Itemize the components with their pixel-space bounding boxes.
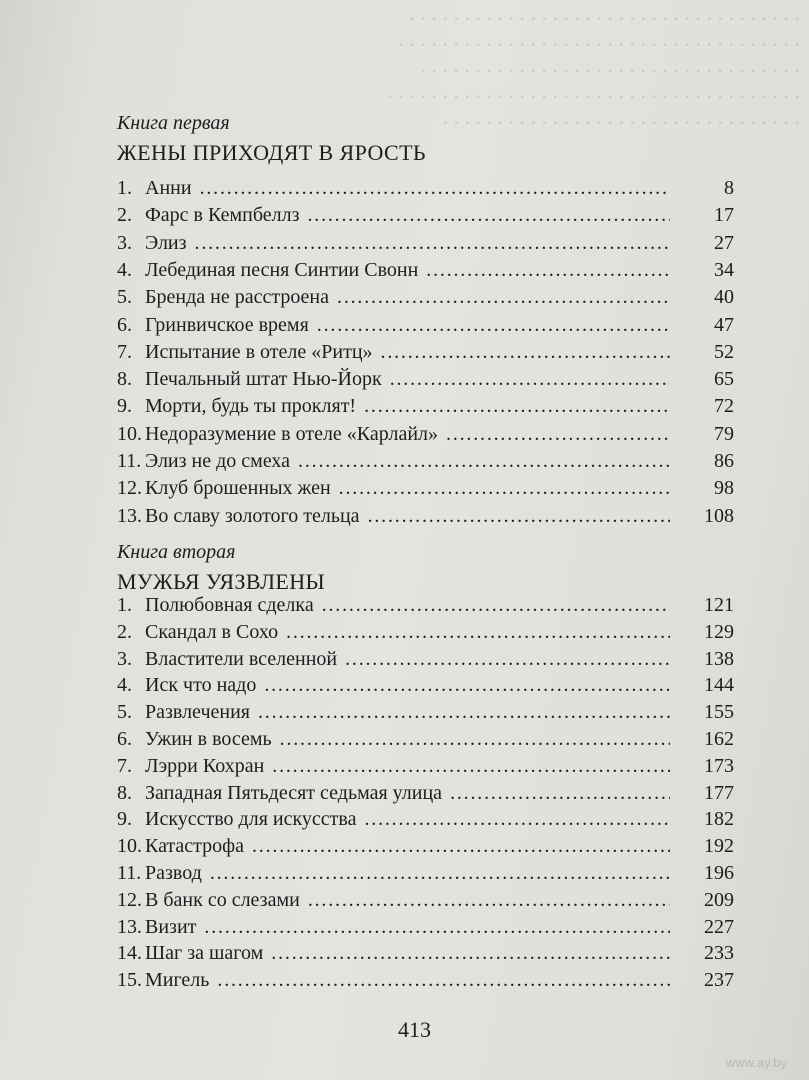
- toc-entry-leader: [381, 339, 670, 365]
- toc-entry-page: 27: [714, 231, 734, 254]
- toc-entry-title: Элиз: [145, 231, 187, 254]
- toc-entry-number: 10.: [117, 422, 142, 445]
- toc-entry-page: 47: [714, 313, 734, 336]
- toc-entry: [117, 914, 734, 940]
- toc-entry-number: 1.: [117, 177, 132, 199]
- toc-entry: [117, 366, 734, 392]
- toc-entry: [117, 806, 734, 832]
- toc-entry-page: 209: [704, 888, 734, 911]
- toc-entry-leader: [317, 312, 670, 338]
- toc-entry-leader: [298, 448, 670, 474]
- toc-entry-number: 8.: [117, 781, 132, 804]
- toc-entry-page: 79: [714, 422, 734, 445]
- toc-entry-leader: [195, 230, 670, 256]
- toc-entry-number: 13.: [117, 915, 142, 938]
- toc-entry-number: 11.: [117, 862, 142, 884]
- toc-entry-leader: [426, 257, 670, 283]
- toc-entry: [117, 448, 734, 474]
- toc-entry-page: 129: [704, 620, 734, 643]
- toc-entry: [117, 726, 734, 752]
- bleed-through-text: . . . . . . . . . . . . . . . . . . . . . . . . . . . . . . . . . . . . . . . . . . . . . . . . . . . . . . . . . . . . . . . . . . . . . . . . . . . . . . . . . . . . . . . . . . . . . . . . . . . . . . . . . . . . . . . . . . . . . . . . . . . . . . . . . . . . . . . . . . . . . . . . . . . . . . . . . . . . . . . . . . . . . . . . . . . . . . . . . . .: [387, 0, 800, 129]
- toc-entry-leader: [390, 366, 670, 392]
- toc-entry-leader: [280, 726, 670, 752]
- toc-entry: [117, 284, 734, 310]
- toc-entry-page: 138: [704, 647, 734, 670]
- toc-entry-leader: [345, 646, 670, 672]
- toc-entry-number: 9.: [117, 395, 132, 418]
- toc-entry-leader: [339, 475, 670, 501]
- toc-entry-page: 52: [714, 340, 734, 363]
- toc-entry-title: Бренда не расстроена: [145, 286, 330, 309]
- toc-entry-page: 98: [714, 477, 734, 500]
- toc-entry-number: 7.: [117, 340, 132, 363]
- toc-entry-title: Печальный штат Нью-Йорк: [145, 368, 382, 391]
- toc-entry: [117, 257, 734, 283]
- toc-entry: [117, 503, 734, 529]
- toc-entry-title: Западная Пятьдесят седьмая улица: [145, 781, 443, 804]
- toc-entry-title: Фарс в Кемпбеллз: [145, 204, 300, 227]
- toc-entry-page: 182: [704, 808, 734, 831]
- toc-entry-number: 6.: [117, 313, 132, 336]
- toc-entry-number: 15.: [117, 969, 142, 992]
- toc-entry-title: Визит: [145, 915, 197, 938]
- toc-entry: [117, 393, 734, 419]
- toc-entry-leader: [368, 503, 670, 529]
- toc-entry-title: Катастрофа: [145, 835, 244, 858]
- toc-entry-number: 5.: [117, 286, 132, 309]
- toc-entry-page: 72: [714, 395, 734, 418]
- toc-entry-leader: [271, 940, 670, 966]
- toc-entry: [117, 175, 734, 201]
- toc-entry-title: Испытание в отеле «Ритц»: [145, 340, 373, 363]
- toc-entry-page: 34: [714, 258, 734, 281]
- toc-entry-title: Ужин в восемь: [145, 728, 272, 750]
- toc-entry-leader: [364, 806, 670, 832]
- toc-entry-number: 5.: [117, 701, 132, 724]
- toc-entry: [117, 672, 734, 698]
- book-one-label: Книга первая: [117, 112, 230, 134]
- toc-entry-page: 177: [704, 781, 734, 804]
- toc-entry-leader: [204, 914, 670, 940]
- toc-entry-title: Развлечения: [145, 701, 250, 724]
- toc-entry-title: Лэрри Кохран: [145, 754, 265, 777]
- toc-entry: [117, 833, 734, 859]
- toc-entry-leader: [264, 672, 670, 698]
- toc-entry-leader: [364, 393, 670, 419]
- toc-entry-leader: [258, 699, 670, 725]
- toc-entry-page: 192: [704, 835, 734, 858]
- toc-entry-number: 3.: [117, 647, 132, 670]
- toc-entry-page: 40: [714, 286, 734, 309]
- book-two-title: МУЖЬЯ УЯЗВЛЕНЫ: [117, 569, 326, 594]
- toc-entry: [117, 887, 734, 913]
- watermark: www.ay.by: [725, 1055, 787, 1070]
- toc-entry-leader: [450, 780, 670, 806]
- toc-entry-number: 2.: [117, 620, 132, 643]
- toc-entry-number: 9.: [117, 808, 132, 831]
- toc-entry: [117, 940, 734, 966]
- toc-entry: [117, 646, 734, 672]
- toc-entry: [117, 860, 734, 886]
- toc-entry-number: 4.: [117, 258, 132, 281]
- toc-entry-number: 10.: [117, 835, 142, 858]
- toc-entry-leader: [200, 175, 670, 201]
- toc-entry-title: Скандал в Сохо: [145, 620, 279, 643]
- toc-entry: [117, 619, 734, 645]
- toc-entry-page: 65: [714, 368, 734, 391]
- toc-entry-title: Элиз не до смеха: [145, 450, 291, 472]
- toc-entry-title: Во славу золотого тельца: [145, 504, 360, 527]
- toc-entry: [117, 230, 734, 256]
- toc-entry-title: Иск что надо: [145, 674, 257, 697]
- toc-entry-title: Морти, будь ты проклят!: [145, 395, 357, 418]
- toc-entry-leader: [217, 967, 670, 993]
- toc-entry: [117, 339, 734, 365]
- toc-entry: [117, 421, 734, 447]
- toc-entry-title: Искусство для искусства: [145, 808, 357, 831]
- toc-entry-leader: [308, 887, 670, 913]
- toc-entry: [117, 967, 734, 993]
- toc-entry-number: 1.: [117, 594, 132, 616]
- toc-entry-leader: [252, 833, 670, 859]
- toc-entry-page: 144: [704, 674, 734, 697]
- toc-entry-number: 8.: [117, 368, 132, 391]
- toc-entry-page: 108: [704, 504, 734, 527]
- toc-entry-number: 13.: [117, 504, 142, 527]
- toc-entry-number: 2.: [117, 204, 132, 227]
- toc-entry-number: 11.: [117, 450, 142, 472]
- toc-entry-leader: [446, 421, 670, 447]
- toc-entry-title: Гринвичское время: [145, 313, 309, 336]
- toc-entry-title: Клуб брошенных жен: [145, 477, 331, 500]
- toc-entry-number: 14.: [117, 942, 142, 965]
- toc-entry-title: Властители вселенной: [145, 647, 338, 670]
- toc-entry-title: Недоразумение в отеле «Карлайл»: [145, 422, 439, 445]
- toc-entry-number: 4.: [117, 674, 132, 697]
- toc-entry-title: Мигель: [145, 969, 210, 992]
- toc-entry-leader: [210, 860, 670, 886]
- toc-entry-number: 3.: [117, 231, 132, 254]
- toc-entry: [117, 753, 734, 779]
- toc-entry-number: 12.: [117, 477, 142, 500]
- toc-entry-page: 8: [724, 177, 734, 199]
- toc-entry-page: 173: [704, 754, 734, 777]
- book-two-label: Книга вторая: [117, 541, 236, 563]
- toc-entry-leader: [286, 619, 670, 645]
- toc-entry-page: 196: [704, 862, 734, 884]
- toc-entry: [117, 475, 734, 501]
- toc-entry-number: 7.: [117, 754, 132, 777]
- toc-entry: [117, 312, 734, 338]
- toc-entry: [117, 202, 734, 228]
- toc-entry-page: 162: [704, 728, 734, 750]
- toc-entry-page: 233: [704, 942, 734, 965]
- toc-entry-title: Анни: [145, 177, 192, 199]
- toc-entry-title: Шаг за шагом: [145, 942, 264, 965]
- toc-entry-leader: [322, 592, 670, 618]
- toc-entry-page: 86: [714, 450, 734, 472]
- toc-entry-page: 155: [704, 701, 734, 724]
- toc-entry-number: 6.: [117, 728, 132, 750]
- toc-entry-leader: [307, 202, 670, 228]
- toc-entry-leader: [337, 284, 670, 310]
- toc-entry-title: Полюбовная сделка: [145, 594, 314, 616]
- toc-entry-page: 17: [714, 204, 734, 227]
- toc-entry-page: 237: [704, 969, 734, 992]
- toc-entry-number: 12.: [117, 888, 142, 911]
- toc-entry-page: 121: [704, 594, 734, 616]
- toc-entry-title: Развод: [145, 862, 202, 884]
- toc-entry-leader: [272, 753, 670, 779]
- page-number: 413: [398, 1017, 431, 1042]
- toc-entry-title: В банк со слезами: [145, 888, 300, 911]
- toc-entry: [117, 699, 734, 725]
- toc-entry: [117, 780, 734, 806]
- book-one-title: ЖЕНЫ ПРИХОДЯТ В ЯРОСТЬ: [117, 140, 426, 165]
- toc-entry-page: 227: [704, 915, 734, 938]
- toc-entry-title: Лебединая песня Синтии Свонн: [145, 258, 419, 281]
- toc-entry: [117, 592, 734, 618]
